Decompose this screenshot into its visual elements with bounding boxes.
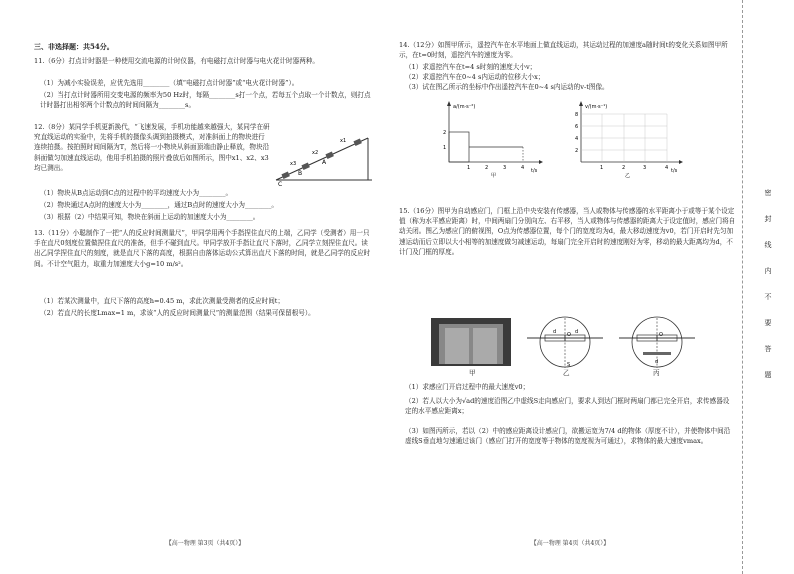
label-o: O bbox=[567, 332, 571, 338]
seal-char: 答 bbox=[764, 345, 772, 353]
left-footer: 【高一物理 第3页（共4页）】 bbox=[165, 540, 245, 547]
chart-b-ytick: 2 bbox=[575, 148, 579, 154]
chart-a-xlabel: t/s bbox=[531, 168, 538, 174]
q14-part3: （3）试在图乙所示的坐标中作出遥控汽车在0~4 s内运动的v-t图像。 bbox=[405, 83, 609, 91]
q12-stem: 12.（8分）某同学手机更新换代，“飞速发展，手机功能越来越强大，某同学在研究直线运动的实验中，先将手机的摄像头调到拍摄模式，对准斜面上的物块进行连续拍摄。按拍照时间间隔为T，然后将一小物块从斜面顶端由静止释放，物块沿斜面做匀加速直线运动，他用手机拍摄的照片叠放后如图所示，图中x1、x2、x3均已测出。 bbox=[34, 123, 270, 172]
chart-a-xtick: 3 bbox=[503, 165, 507, 171]
chart-a-xtick: 4 bbox=[521, 165, 525, 171]
q11-stem: 11.（6分）打点计时器是一种使用交流电源的计时仪器，有电磁打点计时器与电火花计时器两种。 bbox=[34, 57, 320, 65]
label-b: B bbox=[298, 170, 303, 177]
section-title: 三、非选择题：共54分。 bbox=[34, 42, 114, 51]
chart-b-ytick: 6 bbox=[575, 124, 579, 130]
chart-a-ytick: 1 bbox=[443, 145, 447, 151]
label-s: S bbox=[567, 362, 571, 368]
q14-chart-a bbox=[435, 98, 545, 178]
q11-part2: （2）当打点计时器所用交变电源的频率为50 Hz时，每隔________s打一个点，若每五个点取一个计数点，则打点计时器打出相邻两个计数点的时间间隔为________s。 bbox=[40, 91, 371, 110]
chart-a-ylabel: a/(m·s⁻²) bbox=[453, 104, 476, 110]
chart-b-ytick: 8 bbox=[575, 112, 579, 118]
q11-part1: （1）为减小实验误差，应优先选用________（填“电磁打点计时器”或“电火花计时器”）。 bbox=[40, 79, 299, 87]
label-c: C bbox=[278, 181, 283, 188]
q15-stem: 15.（16分）图甲为自动感应门，门框上沿中央安装有传感器，当人或物体与传感器的水平距离小于或等于某个设定值（称为水平感应距离）时，中间两扇门分别向左、右平移，当人或物体与传感器的距离大于设定值时，感应门将自动关闭。图乙为感应门的俯视图，O点为传感器位置，每个门的宽度均为d，最大移动速度为v0，若门开启时先匀加速运动而后立即以大小相等的加速度做匀减速运动，每扇门完全开启时的速度刚好为零，移动的最大距离均为d，不计门及门框的厚度。 bbox=[399, 207, 736, 256]
q15-object-figure bbox=[617, 314, 697, 370]
chart-b-xtick: 3 bbox=[643, 165, 647, 171]
chart-b-caption: 乙 bbox=[625, 173, 631, 178]
q13-stem: 13.（11分）小聪制作了一把“人的反应时间测量尺”，甲同学用两个手指捏住直尺的上端，乙同学（受测者）用一只手在直尺0刻度位置做捏住直尺的准备，但手不碰到直尺。甲同学放开手指让直尺下落时，乙同学立刻捏住直尺。读出乙同学捏住直尺的刻度，就是直尺下落的高度，根据自由落体运动公式算出直尺下落的时间，就是乙同学的反应时间。不计空气阻力，取重力加速度大小g=10 m/s²。 bbox=[34, 229, 371, 268]
seal-char: 线 bbox=[764, 241, 772, 249]
q15-caption-a: 甲 bbox=[469, 369, 476, 377]
label-x2: x2 bbox=[312, 150, 319, 156]
right-page bbox=[395, 0, 740, 574]
seal-char: 不 bbox=[764, 293, 772, 301]
right-footer: 【高一物理 第4页（共4页）】 bbox=[530, 540, 610, 547]
label-a: A bbox=[322, 159, 327, 166]
q15-part2: （2）若人以大小为√ad的速度沿图乙中虚线S走向感应门，要求人到达门框时两扇门都已完全开启，求传感器设定的水平感应距离x； bbox=[405, 397, 730, 416]
q13-part2: （2）若直尺的长度Lmax=1 m，求该“人的反应时间测量尺”的测量范围（结果可保留根号）。 bbox=[40, 309, 315, 317]
label-d: d bbox=[575, 329, 579, 335]
label-x1: x1 bbox=[340, 138, 347, 144]
seal-char: 题 bbox=[764, 371, 772, 379]
q14-part1: （1）求遥控汽车在t=4 s时刻的速度大小v； bbox=[405, 63, 537, 71]
q15-top-view-figure bbox=[525, 314, 605, 370]
chart-a-xtick: 1 bbox=[467, 165, 471, 171]
q15-caption-c: 丙 bbox=[653, 369, 660, 377]
q15-caption-b: 乙 bbox=[563, 369, 570, 377]
chart-b-ytick: 4 bbox=[575, 136, 579, 142]
chart-a-xtick: 2 bbox=[485, 165, 489, 171]
q13-part1: （1）若某次测量中，直尺下落的高度h=0.45 m，求此次测量受测者的反应时间t； bbox=[40, 297, 285, 305]
q14-stem: 14.（12分）如图甲所示，遥控汽车在水平地面上做直线运动，其运动过程的加速度a随时间t的变化关系如图甲所示，在t=0时刻，遥控汽车的速度为零。 bbox=[399, 41, 728, 60]
label-d: d bbox=[553, 329, 557, 335]
seal-line-sidebar bbox=[742, 0, 794, 574]
label-o: O bbox=[659, 332, 663, 338]
q12-part3: （3）根据（2）中结果可知，物块在斜面上运动的加速度大小为________。 bbox=[40, 213, 260, 221]
chart-a-ytick: 2 bbox=[443, 130, 447, 136]
q15-part1: （1）求感应门开启过程中的最大速度v0； bbox=[405, 383, 530, 391]
q12-incline-figure bbox=[272, 128, 376, 188]
seal-char: 封 bbox=[764, 215, 772, 223]
seal-char: 密 bbox=[764, 189, 772, 197]
q15-part3: （3）如图丙所示，若以（2）中的感应距离设计感应门，欲搬运宽为7/4 d的物体（厚度不计），并使物体中间沿虚线S垂直地匀速通过该门（感应门打开的宽度等于物体的宽度视为可通过），求物体的最大速度vmax。 bbox=[405, 427, 731, 446]
chart-b-xtick: 2 bbox=[622, 165, 626, 171]
q14-part2: （2）求遥控汽车在0~4 s内运动的位移大小x； bbox=[405, 73, 545, 81]
q14-chart-b bbox=[567, 98, 687, 178]
q15-door-photo bbox=[431, 318, 511, 366]
chart-b-xtick: 1 bbox=[600, 165, 604, 171]
q12-part1: （1）物块从B点运动到C点的过程中的平均速度大小为________。 bbox=[40, 189, 233, 197]
label-x3: x3 bbox=[290, 161, 297, 167]
q12-part2: （2）物块通过A点时的速度大小为________，通过B点时的速度大小为________。 bbox=[40, 201, 278, 209]
seal-char: 要 bbox=[764, 319, 772, 327]
chart-b-xlabel: t/s bbox=[671, 168, 678, 174]
chart-a-caption: 甲 bbox=[491, 173, 497, 178]
seal-char: 内 bbox=[764, 267, 772, 275]
chart-b-ylabel: v/(m·s⁻¹) bbox=[585, 104, 608, 110]
chart-b-xtick: 4 bbox=[665, 165, 669, 171]
label-d: d bbox=[655, 359, 659, 365]
left-page bbox=[0, 0, 390, 574]
